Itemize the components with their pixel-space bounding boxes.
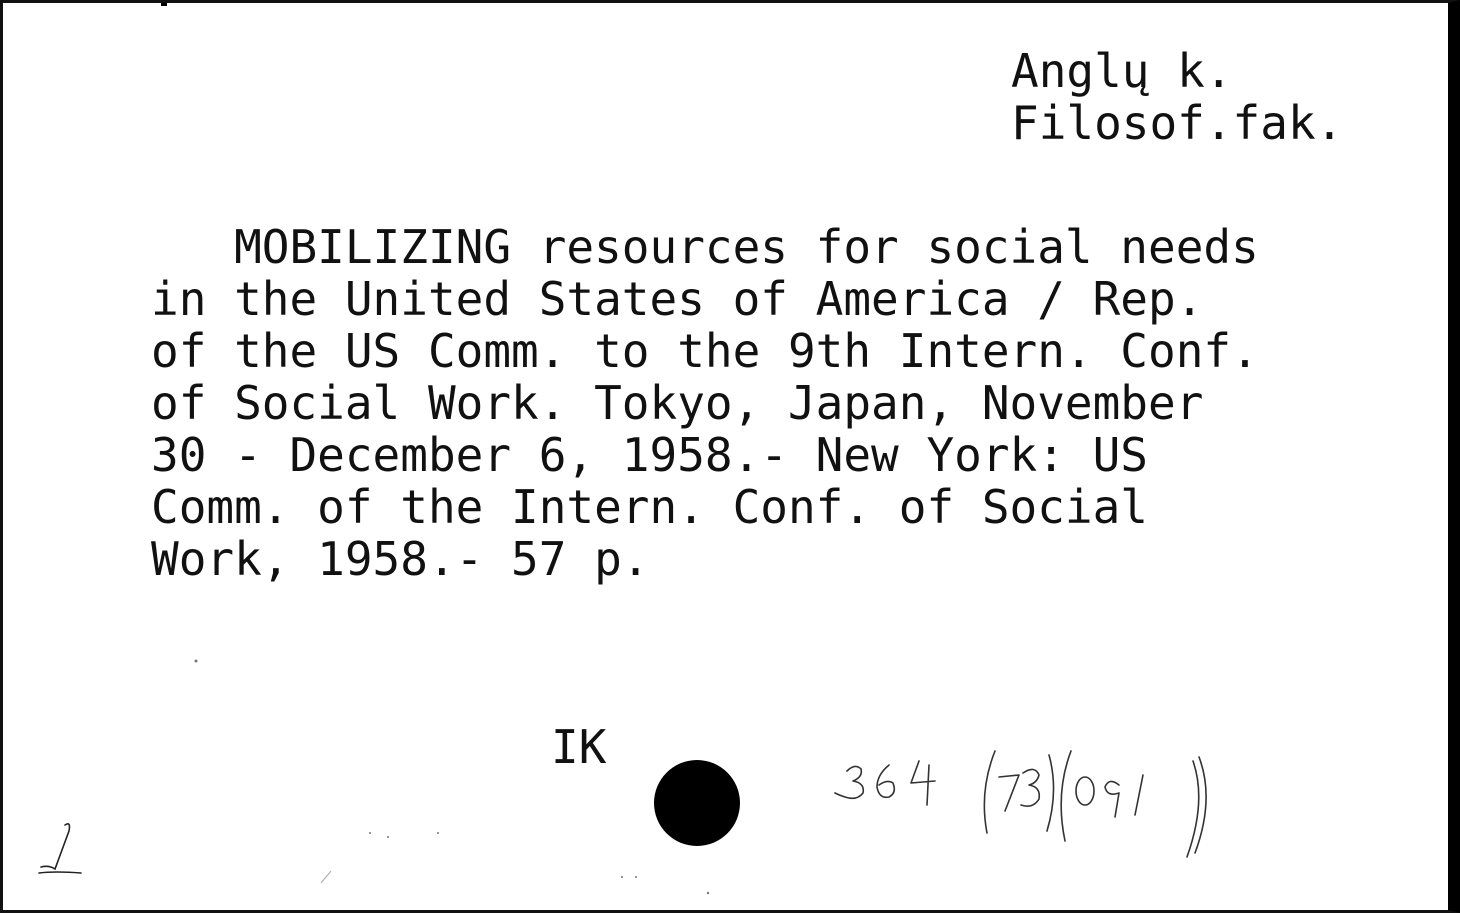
bibliographic-entry <box>151 221 1401 585</box>
handwritten-card-number <box>25 813 95 883</box>
punch-hole <box>654 760 740 846</box>
header-faculty: Filosof.fak. <box>1011 96 1344 150</box>
entry-line-5: 30 - December 6, 1958.- New York: US <box>151 428 1148 482</box>
entry-line-1: MOBILIZING resources for social needs <box>151 220 1259 274</box>
entry-line-4: of Social Work. Tokyo, Japan, November <box>151 376 1204 430</box>
entry-line-6: Comm. of the Intern. Conf. of Social <box>151 480 1148 534</box>
entry-line-3: of the US Comm. to the 9th Intern. Conf. <box>151 324 1259 378</box>
entry-line-2: in the United States of America / Rep. <box>151 272 1204 326</box>
entry-line-7: Work, 1958.- 57 p. <box>151 532 650 586</box>
card-header <box>1011 45 1431 149</box>
header-language: Anglų k. <box>1011 44 1233 98</box>
handwritten-classmark <box>823 721 1243 871</box>
location-code: IK <box>551 720 607 774</box>
